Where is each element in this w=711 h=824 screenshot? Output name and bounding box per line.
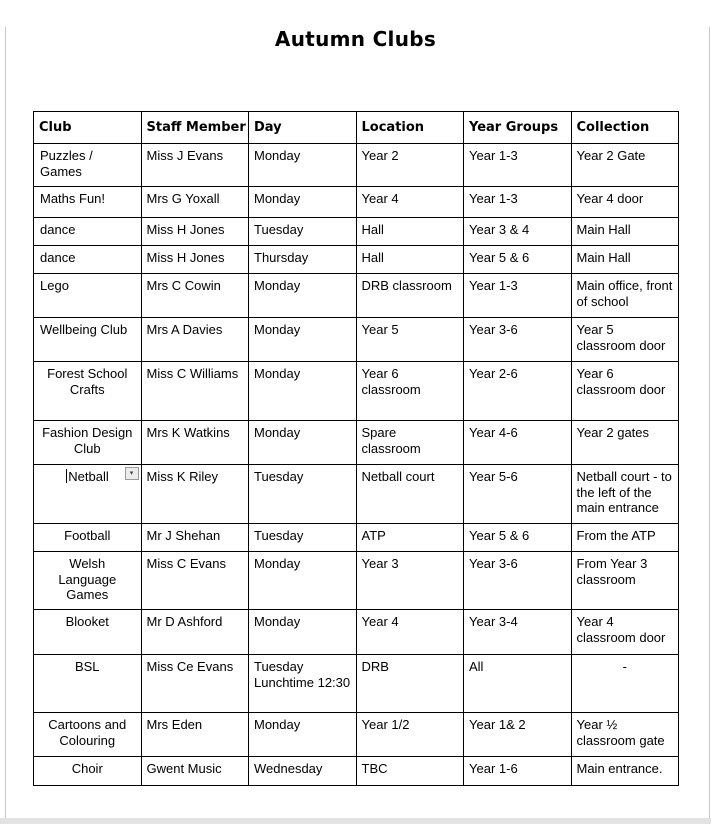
cell-year-groups[interactable]: Year 3 & 4 bbox=[464, 218, 572, 246]
cell-collection[interactable]: Netball court - to the left of the main entrance bbox=[571, 465, 679, 524]
cell-day[interactable]: Monday bbox=[249, 610, 357, 655]
column-header[interactable]: Location bbox=[356, 112, 464, 144]
cell-year-groups[interactable]: Year 1-3 bbox=[464, 144, 572, 187]
cell-collection[interactable]: Year 4 classroom door bbox=[571, 610, 679, 655]
cell-day[interactable]: Monday bbox=[249, 362, 357, 421]
cell-location[interactable]: Year 3 bbox=[356, 552, 464, 610]
cell-club[interactable] bbox=[34, 655, 142, 713]
cell-day[interactable]: Thursday bbox=[249, 246, 357, 274]
cell-year-groups[interactable]: Year 1-3 bbox=[464, 187, 572, 218]
club-name: Wellbeing Club bbox=[40, 322, 128, 337]
cell-club[interactable] bbox=[34, 524, 142, 552]
cell-collection[interactable]: From the ATP bbox=[571, 524, 679, 552]
cell-staff[interactable]: Mr D Ashford bbox=[141, 610, 249, 655]
cell-location[interactable]: Year 4 bbox=[356, 610, 464, 655]
club-name: Blooket bbox=[65, 614, 109, 629]
page-left-edge bbox=[5, 27, 6, 818]
table-row bbox=[34, 246, 679, 274]
club-name: Netball bbox=[68, 469, 109, 484]
cell-staff[interactable]: Miss Ce Evans bbox=[141, 655, 249, 713]
cell-year-groups[interactable]: Year 1-3 bbox=[464, 274, 572, 318]
cell-day[interactable]: Tuesday Lunchtime 12:30 bbox=[249, 655, 357, 713]
cell-staff[interactable]: Miss C Williams bbox=[141, 362, 249, 421]
cell-staff[interactable]: Miss K Riley bbox=[141, 465, 249, 524]
cell-collection[interactable]: Year 2 gates bbox=[571, 421, 679, 465]
header-row bbox=[34, 112, 679, 144]
cell-location[interactable]: Year 1/2 bbox=[356, 713, 464, 757]
club-name: Welsh Language Games bbox=[58, 556, 117, 602]
column-header[interactable]: Day bbox=[249, 112, 357, 144]
cell-location[interactable]: Hall bbox=[356, 218, 464, 246]
cell-day[interactable]: Monday bbox=[249, 144, 357, 187]
club-name: Puzzles / Games bbox=[40, 148, 93, 179]
page-bottom-margin bbox=[0, 818, 711, 824]
cell-day[interactable]: Tuesday bbox=[249, 524, 357, 552]
cell-collection[interactable]: Main Hall bbox=[571, 246, 679, 274]
cell-club[interactable] bbox=[34, 274, 142, 318]
cell-club[interactable] bbox=[34, 610, 142, 655]
cell-location[interactable]: Spare classroom bbox=[356, 421, 464, 465]
cell-day[interactable]: Monday bbox=[249, 187, 357, 218]
cell-staff[interactable]: Mrs G Yoxall bbox=[141, 187, 249, 218]
cell-club[interactable] bbox=[34, 246, 142, 274]
cell-year-groups[interactable]: Year 5-6 bbox=[464, 465, 572, 524]
cell-collection[interactable]: Year ½ classroom gate bbox=[571, 713, 679, 757]
cell-year-groups[interactable]: Year 5 & 6 bbox=[464, 246, 572, 274]
cell-year-groups[interactable]: Year 3-4 bbox=[464, 610, 572, 655]
club-name: BSL bbox=[74, 659, 100, 674]
club-name: dance bbox=[40, 250, 76, 265]
cell-staff[interactable]: Miss J Evans bbox=[141, 144, 249, 187]
cell-collection[interactable]: Year 4 door bbox=[571, 187, 679, 218]
cell-day[interactable]: Monday bbox=[249, 421, 357, 465]
table-row bbox=[34, 187, 679, 218]
cell-location[interactable]: Year 5 bbox=[356, 318, 464, 362]
cell-staff[interactable]: Miss C Evans bbox=[141, 552, 249, 610]
cell-collection[interactable]: Main office, front of school bbox=[571, 274, 679, 318]
cell-club[interactable] bbox=[34, 465, 142, 524]
cell-club[interactable] bbox=[34, 318, 142, 362]
column-header[interactable]: Club bbox=[34, 112, 142, 144]
club-name: Football bbox=[64, 528, 111, 543]
table-row bbox=[34, 552, 679, 610]
clubs-table-body bbox=[34, 144, 679, 786]
cell-staff[interactable]: Mrs A Davies bbox=[141, 318, 249, 362]
club-name: Forest School Crafts bbox=[47, 366, 128, 397]
cell-staff[interactable]: Miss H Jones bbox=[141, 218, 249, 246]
cell-location[interactable]: Year 2 bbox=[356, 144, 464, 187]
cell-location[interactable]: DRB bbox=[356, 655, 464, 713]
cell-day[interactable]: Monday bbox=[249, 318, 357, 362]
cell-club[interactable] bbox=[34, 187, 142, 218]
cell-year-groups[interactable]: Year 1-6 bbox=[464, 757, 572, 786]
table-row bbox=[34, 274, 679, 318]
cell-club[interactable] bbox=[34, 421, 142, 465]
page-title: Autumn Clubs bbox=[274, 27, 437, 51]
club-name: Choir bbox=[71, 761, 103, 776]
cell-club[interactable] bbox=[34, 144, 142, 187]
cell-location[interactable]: Netball court bbox=[356, 465, 464, 524]
cell-year-groups[interactable]: Year 5 & 6 bbox=[464, 524, 572, 552]
cell-club[interactable] bbox=[34, 218, 142, 246]
cell-collection[interactable]: Main Hall bbox=[571, 218, 679, 246]
cell-day[interactable]: Monday bbox=[249, 274, 357, 318]
cell-staff[interactable]: Mr J Shehan bbox=[141, 524, 249, 552]
cell-year-groups[interactable]: Year 3-6 bbox=[464, 318, 572, 362]
clubs-table bbox=[33, 111, 679, 786]
cell-collection[interactable]: - bbox=[571, 655, 679, 713]
cell-day[interactable]: Tuesday bbox=[249, 218, 357, 246]
cell-day[interactable]: Wednesday bbox=[249, 757, 357, 786]
cell-day[interactable]: Tuesday bbox=[249, 465, 357, 524]
table-row bbox=[34, 757, 679, 786]
table-row bbox=[34, 218, 679, 246]
cell-club[interactable] bbox=[34, 362, 142, 421]
cell-year-groups[interactable]: Year 3-6 bbox=[464, 552, 572, 610]
cell-staff[interactable]: Mrs K Watkins bbox=[141, 421, 249, 465]
cell-location[interactable]: Year 6 classroom bbox=[356, 362, 464, 421]
cell-year-groups[interactable]: Year 1& 2 bbox=[464, 713, 572, 757]
cell-club[interactable] bbox=[34, 757, 142, 786]
cell-location[interactable]: DRB classroom bbox=[356, 274, 464, 318]
club-name: Lego bbox=[40, 278, 69, 293]
table-row bbox=[34, 655, 679, 713]
club-name: Cartoons and Colouring bbox=[48, 717, 127, 748]
cell-collection[interactable]: Main entrance. bbox=[571, 757, 679, 786]
cell-day[interactable]: Monday bbox=[249, 713, 357, 757]
cell-location[interactable]: Hall bbox=[356, 246, 464, 274]
club-name: dance bbox=[40, 222, 76, 237]
column-header[interactable]: Collection bbox=[571, 112, 679, 144]
chevron-down-icon: ▾ bbox=[129, 470, 134, 477]
cell-location[interactable]: Year 4 bbox=[356, 187, 464, 218]
cell-year-groups[interactable]: Year 2-6 bbox=[464, 362, 572, 421]
cell-club[interactable] bbox=[34, 713, 142, 757]
cell-staff[interactable]: Mrs C Cowin bbox=[141, 274, 249, 318]
column-header[interactable]: Staff Member bbox=[141, 112, 249, 144]
table-row bbox=[34, 362, 679, 421]
cell-staff[interactable]: Mrs Eden bbox=[141, 713, 249, 757]
cell-location[interactable]: ATP bbox=[356, 524, 464, 552]
cell-day[interactable]: Monday bbox=[249, 552, 357, 610]
cell-location[interactable]: TBC bbox=[356, 757, 464, 786]
cell-collection[interactable]: Year 5 classroom door bbox=[571, 318, 679, 362]
table-row bbox=[34, 524, 679, 552]
column-header[interactable]: Year Groups bbox=[464, 112, 572, 144]
cell-staff[interactable]: Gwent Music bbox=[141, 757, 249, 786]
page-right-edge bbox=[709, 27, 710, 818]
cell-year-groups[interactable]: All bbox=[464, 655, 572, 713]
table-row bbox=[34, 465, 679, 524]
cell-club[interactable] bbox=[34, 552, 142, 610]
cell-collection[interactable]: Year 2 Gate bbox=[571, 144, 679, 187]
cell-year-groups[interactable]: Year 4-6 bbox=[464, 421, 572, 465]
club-name: Maths Fun! bbox=[40, 191, 106, 206]
table-row bbox=[34, 610, 679, 655]
club-name: Fashion Design Club bbox=[42, 425, 133, 456]
table-row bbox=[34, 421, 679, 465]
table-row bbox=[34, 318, 679, 362]
cell-collection[interactable]: Year 6 classroom door bbox=[571, 362, 679, 421]
cell-staff[interactable]: Miss H Jones bbox=[141, 246, 249, 274]
cell-dropdown-button[interactable] bbox=[125, 467, 139, 480]
table-row bbox=[34, 713, 679, 757]
table-row bbox=[34, 144, 679, 187]
cell-collection[interactable]: From Year 3 classroom bbox=[571, 552, 679, 610]
